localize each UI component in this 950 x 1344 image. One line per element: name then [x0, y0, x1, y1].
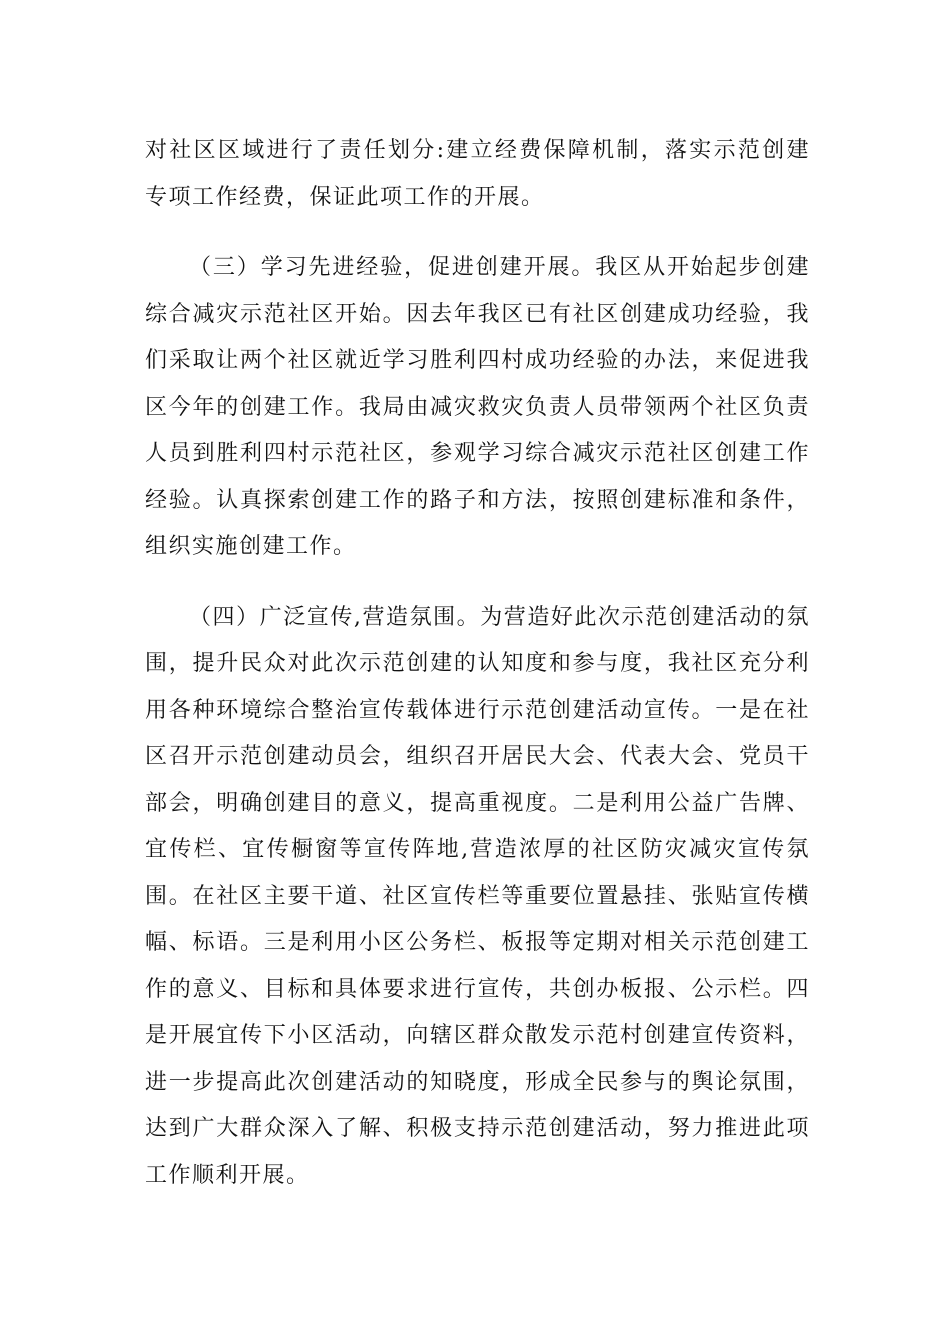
paragraph-gap [145, 571, 810, 595]
paragraph-continuation: 对社区区域进行了责任划分:建立经费保障机制，落实示范创建专项工作经费，保证此项工作的开展。 [145, 138, 810, 210]
paragraph-gap [145, 221, 810, 245]
document-body [145, 128, 810, 1199]
paragraph-section-3: （三）学习先进经验，促进创建开展。我区从开始起步创建综合减灾示范社区开始。因去年我区已有社区创建成功经验，我们采取让两个社区就近学习胜利四村成功经验的办法，来促进我区今年的创建工作。我局由减灾救灾负责人员带领两个社区负责人员到胜利四村示范社区，参观学习综合减灾示范社区创建工作经验。认真探索创建工作的路子和方法，按照创建标准和条件，组织实施创建工作。 [145, 255, 810, 559]
paragraph-section-4: （四）广泛宣传,营造氛围。为营造好此次示范创建活动的氛围，提升民众对此次示范创建的认知度和参与度，我社区充分利用各种环境综合整治宣传载体进行示范创建活动宣传。一是在社区召开示范创建动员会，组织召开居民大会、代表大会、党员干部会，明确创建目的意义，提高重视度。二是利用公益广告牌、宜传栏、宜传橱窗等宣传阵地,营造浓厚的社区防灾减灾宣传氛围。在社区主要干道、社区宣传栏等重要位置悬挂、张贴宣传横幅、标语。三是利用小区公务栏、板报等定期对相关示范创建工作的意义、目标和具体要求进行宣传，共创办板报、公示栏。四是开展宜传下小区活动，向辖区群众散发示范村创建宣传资料，进一步提高此次创建活动的知晓度，形成全民参与的舆论氛围，达到广大群众深入了解、积极支持示范创建活动，努力推进此项工作顺利开展。 [145, 604, 810, 1188]
